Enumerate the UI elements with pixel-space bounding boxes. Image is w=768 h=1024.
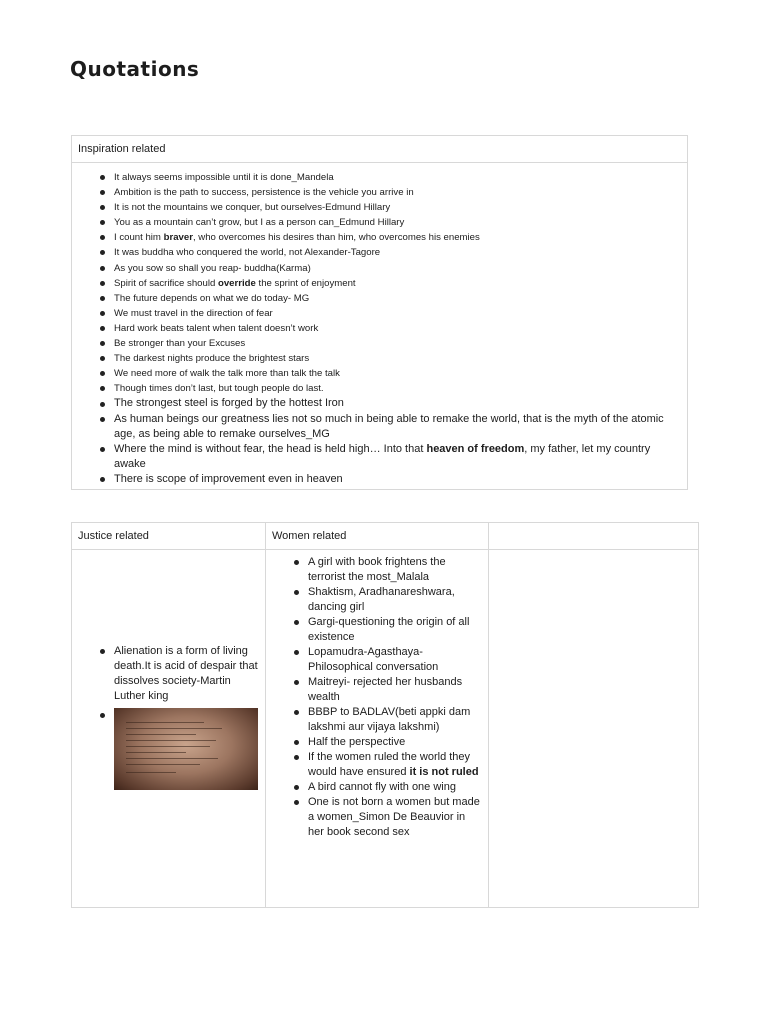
quote-text: One is not born a women but made a women_Simon De Beauvior in her book second sex [308, 796, 480, 838]
quote-text: We need more of walk the talk more than talk the talk [114, 368, 340, 380]
image-text-line [126, 734, 196, 735]
quote-text: A bird cannot fly with one wing [308, 781, 456, 793]
list-item [114, 215, 679, 230]
list-item [114, 170, 679, 185]
list-item [114, 306, 679, 321]
list-item [308, 795, 482, 840]
list-item [114, 412, 679, 442]
list-item [114, 230, 679, 245]
inspiration-header: Inspiration related [72, 136, 687, 163]
quote-text: Shaktism, Aradhanareshwara, dancing girl [308, 586, 455, 613]
quote-text: BBBP to BADLAV(beti appki dam lakshmi aur vijaya lakshmi) [308, 706, 471, 733]
list-item [114, 276, 679, 291]
quote-text: A girl with book frightens the terrorist the most_Malala [308, 556, 446, 583]
emphasis-text: heaven of freedom [426, 442, 525, 455]
image-text-line [126, 752, 186, 753]
list-item [308, 615, 482, 645]
quote-text: There is scope of improvement even in heaven [114, 472, 343, 485]
list-item [114, 321, 679, 336]
quote-text: , my father, let my country awake [114, 442, 651, 470]
quote-text: the sprint of enjoyment [255, 277, 356, 289]
list-item [308, 780, 482, 795]
quote-text: We must travel in the direction of fear [114, 307, 273, 319]
inspiration-list [114, 170, 679, 487]
inspiration-box [71, 135, 688, 490]
quote-text: As human beings our greatness lies not so much in being able to remake the world, that is the myth of the atomic age, as being able to remake ourselves_MG [114, 412, 664, 440]
list-item [308, 735, 482, 750]
quote-text: Lopamudra-Agasthaya-Philosophical conversation [308, 646, 439, 673]
table-header-row [72, 523, 699, 550]
header-justice: Justice related [72, 523, 266, 550]
page-title: Quotations [70, 57, 200, 81]
image-text-line [126, 758, 218, 759]
quote-text: You as a mountain can’t grow, but I as a person can_Edmund Hillary [114, 217, 405, 229]
list-item [114, 291, 679, 306]
list-item [114, 644, 259, 704]
list-item [308, 750, 482, 780]
justice-cell [72, 550, 266, 908]
list-item [308, 645, 482, 675]
list-item [308, 705, 482, 735]
table-body-row [72, 550, 699, 908]
list-item [114, 472, 679, 487]
list-item [308, 675, 482, 705]
quote-text: Where the mind is without fear, the head is held high… Into that [114, 442, 427, 455]
quote-text: Be stronger than your Excuses [114, 338, 246, 350]
quote-text: I count him [114, 232, 164, 244]
image-text-line [126, 746, 210, 747]
quote-text: The future depends on what we do today- MG [114, 292, 310, 304]
quotes-table [71, 522, 699, 908]
quote-text: It is not the mountains we conquer, but ourselves-Edmund Hillary [114, 202, 391, 214]
image-text-line [126, 740, 216, 741]
quote-text: Ambition is the path to success, persistence is the vehicle you arrive in [114, 187, 414, 199]
quote-text: Alienation is a form of living death.It is acid of despair that dissolves society-Martin Luther king [114, 644, 258, 702]
quote-text: The strongest steel is forged by the hottest Iron [114, 397, 344, 410]
list-item [114, 185, 679, 200]
quote-text: Though times don’t last, but tough people do last. [114, 383, 324, 395]
quote-text: Maitreyi- rejected her husbands wealth [308, 676, 463, 703]
header-empty [489, 523, 699, 550]
list-item [114, 245, 679, 260]
image-text-line [126, 722, 204, 723]
image-text-line [126, 772, 176, 773]
emphasis-text: it is not ruled [409, 766, 479, 778]
list-item [114, 381, 679, 396]
header-women: Women related [266, 523, 489, 550]
list-item [114, 396, 679, 411]
quote-text: As you sow so shall you reap- buddha(Karma) [114, 262, 311, 274]
quote-text: The darkest nights produce the brightest stars [114, 353, 310, 365]
quote-image [114, 708, 258, 790]
justice-list [114, 644, 259, 790]
quote-text: , who overcomes his desires than him, who overcomes his enemies [192, 232, 480, 244]
quote-text: It was buddha who conquered the world, not Alexander-Tagore [114, 247, 381, 259]
women-cell [266, 550, 489, 908]
list-item [114, 261, 679, 276]
list-item-image [114, 708, 259, 790]
list-item [308, 555, 482, 585]
list-item [114, 336, 679, 351]
image-text-line [126, 728, 222, 729]
list-item [114, 200, 679, 215]
list-item [308, 585, 482, 615]
image-text-line [126, 764, 200, 765]
empty-cell [489, 550, 699, 908]
quote-text: Half the perspective [308, 736, 406, 748]
women-list [308, 555, 482, 840]
emphasis-text: braver [163, 232, 193, 244]
list-item [114, 366, 679, 381]
quote-text: Hard work beats talent when talent doesn’t work [114, 322, 319, 334]
list-item [114, 351, 679, 366]
emphasis-text: override [217, 277, 256, 289]
quote-text: If the women ruled the world they would have ensured [308, 751, 471, 778]
quote-text: Spirit of sacrifice should [114, 277, 218, 289]
quote-text: Gargi-questioning the origin of all existence [308, 616, 470, 643]
quote-text: It always seems impossible until it is done_Mandela [114, 172, 334, 183]
list-item [114, 442, 679, 472]
